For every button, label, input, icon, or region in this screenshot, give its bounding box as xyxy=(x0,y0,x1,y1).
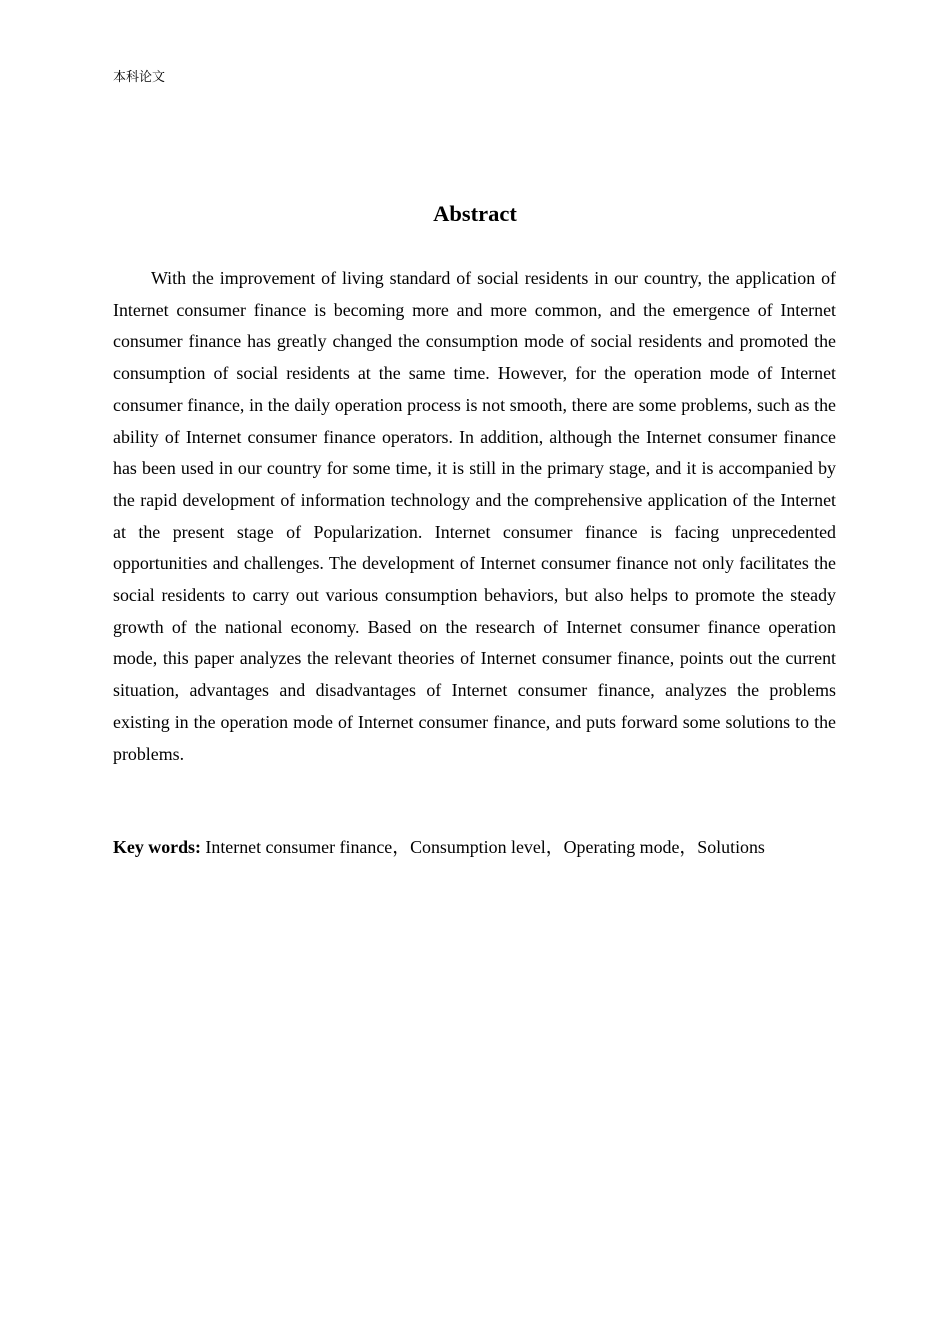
keywords-text: Internet consumer finance，Consumption level，Operating mode，Solutions xyxy=(200,837,765,857)
keywords-line xyxy=(113,832,873,864)
abstract-body: With the improvement of living standard of social residents in our country, the application of Internet consumer finance is becoming more and more common, and the emergence of Internet consumer finance has greatly changed the consumption mode of social residents and promoted the consumption of social residents at the same time. However, for the operation mode of Internet consumer finance, in the daily operation process is not smooth, there are some problems, such as the ability of Internet consumer finance operators. In addition, although the Internet consumer finance has been used in our country for some time, it is still in the primary stage, and it is accompanied by the rapid development of information technology and the comprehensive application of the Internet at the present stage of Popularization. Internet consumer finance is facing unprecedented opportunities and challenges. The development of Internet consumer finance not only facilitates the social residents to carry out various consumption behaviors, but also helps to promote the steady growth of the national economy. Based on the research of Internet consumer finance operation mode, this paper analyzes the relevant theories of Internet consumer finance, points out the current situation, advantages and disadvantages of Internet consumer finance, analyzes the problems existing in the operation mode of Internet consumer finance, and puts forward some solutions to the problems. xyxy=(113,268,836,764)
running-header: 本科论文 xyxy=(113,70,166,85)
abstract-title: Abstract xyxy=(433,201,517,226)
keywords-label: Key words: xyxy=(113,837,201,857)
